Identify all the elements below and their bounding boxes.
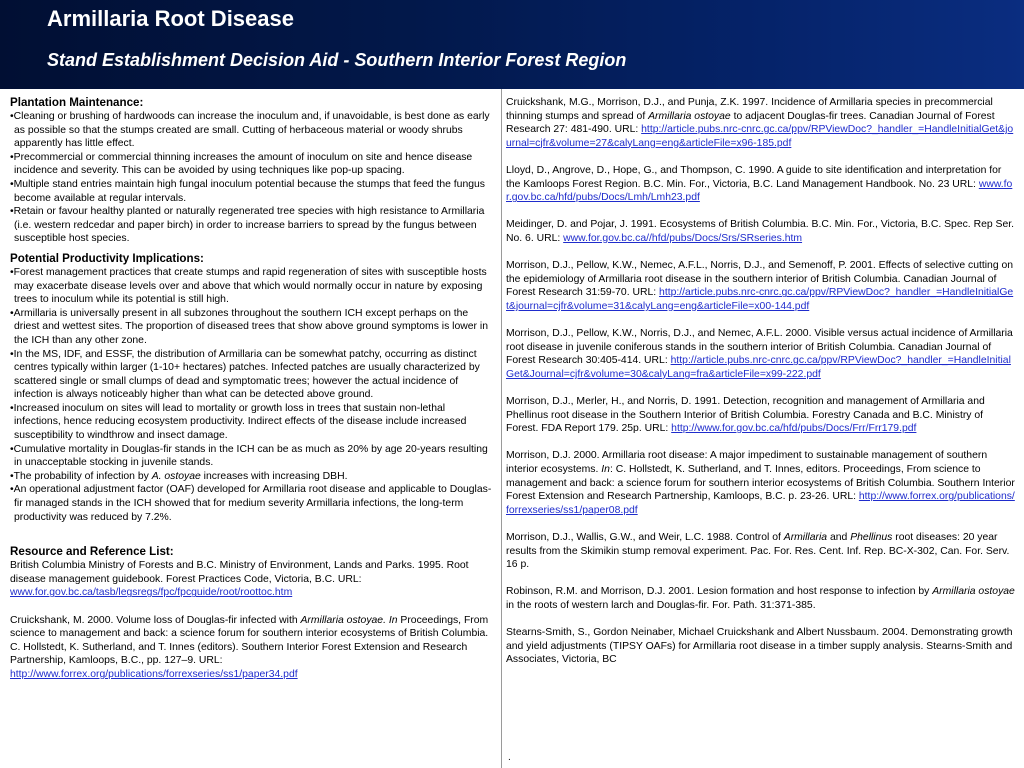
resource-section [10, 545, 492, 681]
reference-text: Meidinger, D. and Pojar, J. 1991. Ecosystems of British Columbia. B.C. Min. For., Victoria, B.C. Spec. Rep Ser. No. 6. URL: [506, 219, 1015, 244]
reference-text: Morrison, D.J., Merler, H., and Norris, D. 1991. Detection, recognition and management of Armillaria and Phellinus root disease in the Southern Interior of British Columbia. Forestry Canada and B.C. Ministry of Forest. FDA Report 179. 25p. URL: [506, 396, 985, 435]
plantation-bullet: • Precommercial or commercial thinning increases the amount of inoculum on site and hence disease incidence and severity. This can be avoided by using techniques like pop-up spacing. [10, 151, 492, 178]
reference-entry [506, 449, 1016, 517]
reference-italic: Armillaria [783, 532, 828, 543]
resource-heading: Resource and Reference List: [10, 545, 174, 559]
productivity-heading: Potential Productivity Implications: [10, 251, 204, 265]
reference-text: Robinson, R.M. and Morrison, D.J. 2001. Lesion formation and host response to infection by [506, 586, 933, 598]
reference-entry [506, 395, 1016, 436]
productivity-bullet-list [10, 266, 492, 524]
reference-link[interactable]: www.for.gov.bc.ca/hfd/pubs/Docs/Lmh/Lmh23.pdf [506, 178, 1013, 204]
productivity-bullet: • Cumulative mortality in Douglas-fir stands in the ICH can be as much as 20% by age 20-years resulting in unacceptable stocking in juvenile stands. [10, 443, 492, 470]
reference-link[interactable]: www.for.gov.bc.ca/tasb/legsregs/fpc/fpcguide/root/roottoc.htm [10, 587, 293, 599]
reference-link[interactable]: http://www.forrex.org/publications/forrexseries/ss1/paper34.pdf [10, 668, 298, 680]
reference-link[interactable]: http://www.forrex.org/publications/forrexseries/ss1/paper08.pdf [506, 491, 1015, 516]
reference-entry [506, 327, 1016, 381]
reference-text: : C. Hollstedt, K. Sutherland, and T. Innes, editors. Proceedings, From science to management and back: a science forum for southern interior ecosystems of British Columbia. Southern Interior Forest Extension and Research Partnership, Kamloops, B.C. p. 23-26. URL: [506, 464, 1015, 503]
reference-entry [10, 614, 492, 682]
reference-link[interactable]: http://article.pubs.nrc-cnrc.gc.ca/ppv/RPViewDoc?_handler_=HandleInitialGet&Journal=cjfr&volume=30&calyLang=fra&articleFile=x99-222.pdf [506, 355, 1011, 380]
reference-italic: In [601, 464, 610, 476]
productivity-bullet: • In the MS, IDF, and ESSF, the distribution of Armillaria can be somewhat patchy, occurring as distinct centres typically within larger (1-10+ hectares) patches. Infected patches are usually characterized by scattered single or small clumps of dead and symptomatic trees; however the actual incidence of infection is always noticeably higher than what can be detected above ground. [10, 348, 492, 402]
plantation-bullet: • Multiple stand entries maintain high fungal inoculum potential because the stumps that feed the fungus become available at regular intervals. [10, 178, 492, 205]
reference-text: root diseases: 20 year results from the Skimikin stump removal experiment. Pac. For. Res. Cent. Inf. Rep. BC-X-302, Can. For. Serv. 16 p. [506, 532, 1010, 571]
bullet-text: The probability of infection by [13, 470, 152, 482]
right-column [506, 96, 1016, 667]
productivity-bullet: • Armillaria is universally present in all subzones throughout the southern ICH except perhaps on the driest and wettest sites. The proportion of diseased trees that show above ground symptoms is lower in the ICH than any other zone. [10, 307, 492, 348]
reference-link[interactable]: http://article.pubs.nrc-cnrc.gc.ca/ppv/RPViewDoc?_handler_=HandleInitialGet&journal=cjfr&volume=27&calyLang=eng&articleFile=x96-185.pdf [506, 124, 1014, 149]
reference-entry: Stearns-Smith, S., Gordon Neinaber, Michael Cruickshank and Albert Nussbaum. 2004. Demonstrating growth and yield adjustments (TIPSY OAFs) for Armillaria root disease in a timber supply analysis. Stearns-Smith and Associates, Victoria, BC [506, 627, 1013, 666]
reference-entry [506, 259, 1016, 313]
productivity-bullet [10, 470, 492, 484]
productivity-section [10, 252, 492, 524]
reference-text: Morrison, D.J., Pellow, K.W., Nemec, A.F.L., Norris, D.J., and Semenoff, P. 2001. Effects of selective cutting on the epidemiology of Armillaria root disease in the southern interior of British Columbia. Canadian Journal of Forest Research 31:59-70. URL: [506, 260, 1014, 299]
reference-text: in the roots of western larch and Douglas-fir. For. Path. 31:371-385. [506, 599, 816, 611]
reference-text: Morrison, D.J. 2000. Armillaria root disease: A major impediment to sustainable management of southern interior ecosystems. [506, 450, 988, 476]
page-subtitle: Stand Establishment Decision Aid - Southern Interior Forest Region [47, 50, 627, 70]
reference-entry [506, 218, 1016, 245]
reference-italic: Phellinus [850, 532, 893, 543]
reference-link[interactable]: www.for.gov.bc.ca//hfd/pubs/Docs/Srs/SRseries.htm [563, 232, 803, 244]
page-title: Armillaria Root Disease [47, 6, 294, 31]
reference-entry [506, 96, 1016, 150]
bullet-text: increases with increasing DBH. [200, 470, 348, 482]
plantation-maintenance-section [10, 96, 492, 246]
reference-italic: Armillaria ostoyae [648, 110, 731, 122]
reference-text: Morrison, D.J., Wallis, G.W., and Weir, L.C. 1988. Control of [506, 532, 784, 543]
reference-text: Cruickshank, M. 2000. Volume loss of Douglas-fir infected with [10, 614, 301, 626]
reference-link[interactable]: http://www.for.gov.bc.ca/hfd/pubs/Docs/Frr/Frr179.pdf [671, 423, 917, 435]
reference-text: Proceedings, From science to management and back: a science forum for southern interior ecosystems of British Columbia. C. Hollstedt, K. Sutherland, and T. Innes (editors). Southern Interior Forest Extension and Research Partnership, Kamloops, B.C., pp. 127–9. URL: [10, 614, 489, 667]
reference-text: and [827, 532, 851, 543]
column-divider [501, 89, 502, 768]
plantation-bullet: • Retain or favour healthy planted or naturally regenerated tree species with high resistance to Armillaria (i.e. western redcedar and paper birch) in order to increase barriers to spread by the fungus between susceptible host species. [10, 205, 492, 246]
productivity-bullet: • Increased inoculum on sites will lead to mortality or growth loss in trees that sustain non-lethal infections, hence reducing ecosystem productivity. Indirect effects of the disease include increased susceptibility to windthrow and insect damage. [10, 402, 492, 443]
reference-entry [10, 559, 492, 600]
reference-entry [506, 164, 1016, 205]
reference-entry [506, 531, 1016, 572]
title-banner [0, 0, 1024, 89]
left-column [10, 96, 492, 682]
reference-text: Lloyd, D., Angrove, D., Hope, G., and Thompson, C. 1990. A guide to site identification and interpretation for the Kamloops Forest Region. B.C. Min. For., Victoria, B.C. Land Management Handbook. No. 23 URL: [506, 164, 1002, 190]
reference-text: to adjacent Douglas-fir trees. Canadian Journal of Forest Research 27: 481-490. URL: [506, 110, 995, 136]
plantation-heading: Plantation Maintenance: [10, 96, 144, 109]
productivity-bullet: • An operational adjustment factor (OAF) developed for Armillaria root disease and applicable to Douglas-fir managed stands in the ICH showed that for medium severity Armillaria infections, the long-term productivity was reduced by 7.2%. [10, 483, 492, 524]
reference-text: Morrison, D.J., Pellow, K.W., Norris, D.J., and Nemec, A.F.L. 2000. Visible versus actual incidence of Armillaria root disease in juvenile coniferous stands in the southern interior of British Columbia. Canadian Journal of Forest Research 30:405-414. URL: [506, 328, 1013, 367]
reference-text: Cruickshank, M.G., Morrison, D.J., and Punja, Z.K. 1997. Incidence of Armillaria species in precommercial thinning stumps and spread of [506, 97, 993, 122]
reference-link[interactable]: http://article.pubs.nrc-cnrc.gc.ca/ppv/RPViewDoc?_handler_=HandleInitialGet&journal=cjfr&volume=31&calyLang=eng&articleFile=x00-144.pdf [506, 287, 1014, 312]
reference-italic: Armillaria ostoyae. In [300, 614, 398, 626]
species-name: A. ostoyae [151, 470, 201, 482]
reference-text: British Columbia Ministry of Forests and B.C. Ministry of Environment, Lands and Parks. 1995. Root disease management guidebook. Forest Practices Code, Victoria, B.C. URL: [10, 560, 469, 585]
reference-entry [506, 585, 1016, 612]
reference-italic: Armillaria ostoyae [932, 586, 1015, 598]
trailing-dot: . [508, 752, 511, 763]
productivity-bullet: • Forest management practices that create stumps and rapid regeneration of sites with susceptible hosts may exacerbate disease levels over and above that which would normally occur in nature by exposing trees to inoculum while its potential is still high. [10, 266, 492, 307]
plantation-bullet-list [10, 110, 492, 246]
plantation-bullet: • Cleaning or brushing of hardwoods can increase the inoculum and, if unavoidable, is best done as early as possible so that the stumps created are small. Cutting of herbaceous material or woody shrubs apparently has little effect. [10, 110, 492, 151]
